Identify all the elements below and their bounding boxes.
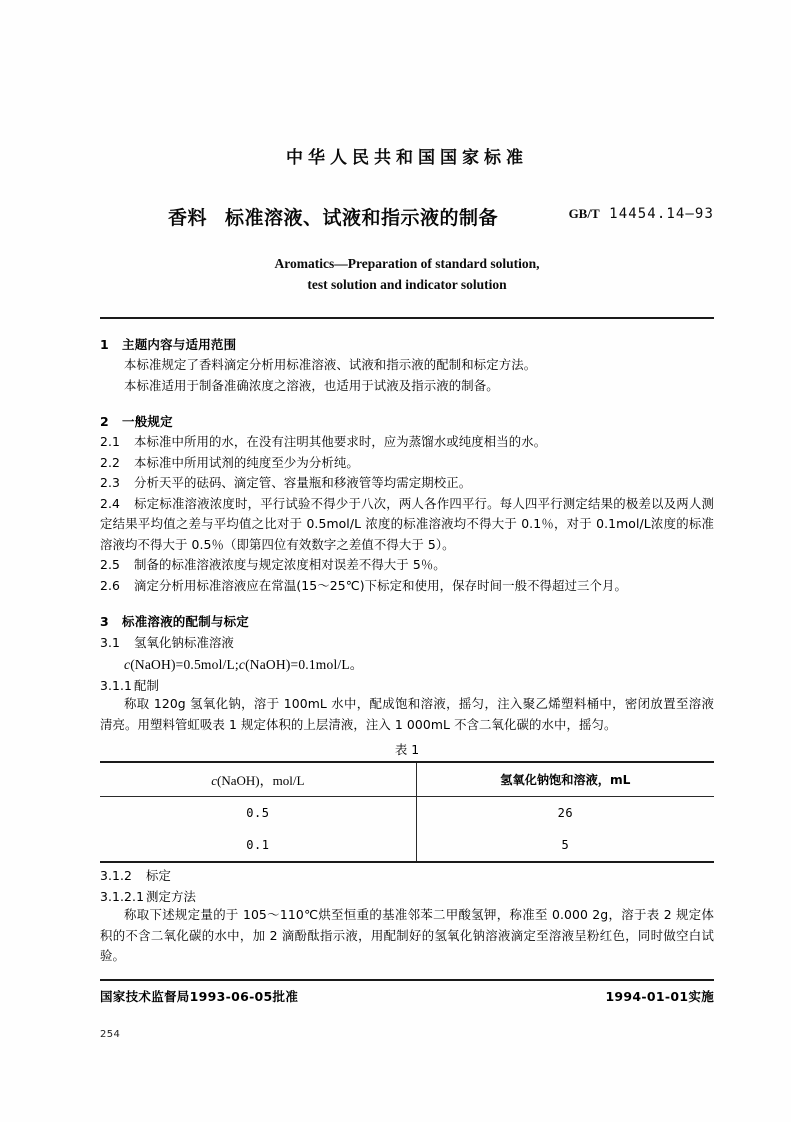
- table-header-concentration: [100, 762, 416, 797]
- page-number: 254: [100, 1028, 121, 1040]
- section-1-paragraph-1: 本标准规定了香料滴定分析用标准溶液、试液和指示液的配制和标定方法。: [124, 357, 537, 372]
- title-topic: 标准溶液、试液和指示液的制备: [225, 207, 499, 229]
- clause-2-6-label: 2.6: [100, 577, 121, 593]
- table-1-caption: 表 1: [394, 742, 420, 757]
- clause-2-2: [100, 453, 714, 474]
- header-divider: [100, 317, 714, 319]
- clause-3-1-2-1-label: 3.1.2.1: [100, 889, 145, 904]
- standard-number: [569, 206, 714, 222]
- clause-3-1-label: 3.1: [100, 635, 121, 650]
- english-title-line1: Aromatics—Preparation of standard solution,: [274, 256, 540, 271]
- standard-code: 14454.14—93: [609, 206, 714, 222]
- section-2-title: 一般规定: [122, 414, 173, 429]
- clause-3-1-1-heading: [100, 676, 714, 694]
- formula-c-symbol-2: c: [238, 657, 246, 672]
- table-cell-concentration: 0.1: [100, 829, 416, 862]
- clause-3-1-heading: [100, 633, 714, 651]
- clause-2-5-text: 制备的标准溶液浓度与规定浓度相对误差不得大于 5％。: [134, 557, 446, 572]
- formula-part-2: (NaOH)=0.1mol/L。: [245, 657, 364, 672]
- formula-part-1: (NaOH)=0.5mol/L;: [130, 657, 239, 672]
- section-3-title: 标准溶液的配制与标定: [122, 614, 250, 629]
- table-row: [100, 829, 714, 862]
- clause-2-5-label: 2.5: [100, 557, 121, 572]
- section-2-number: 2: [100, 414, 109, 429]
- table-cell-volume: 26: [416, 797, 714, 830]
- standard-prefix: GB/T: [568, 206, 600, 221]
- clause-2-4: [100, 494, 714, 556]
- clause-2-3-label: 2.3: [100, 475, 121, 490]
- clause-2-3-text: 分析天平的砝码、滴定管、容量瓶和移液管等均需定期校正。: [134, 475, 472, 490]
- table-header-row: [100, 762, 714, 797]
- naoh-concentration-formula: [100, 653, 714, 673]
- title-subject: 香料: [168, 207, 208, 229]
- clause-2-3: [100, 473, 714, 494]
- clause-2-2-label: 2.2: [100, 454, 121, 470]
- clause-2-1-label: 2.1: [100, 434, 121, 449]
- clause-3-1-2-heading: [100, 866, 714, 884]
- footer-divider: [100, 979, 714, 981]
- formula-c-symbol-1: c: [124, 657, 131, 672]
- clause-2-4-label: 2.4: [100, 495, 121, 511]
- clause-2-6: [100, 576, 714, 597]
- page-content: [100, 0, 714, 1040]
- page-footer: [100, 987, 714, 1007]
- table-1: [100, 761, 714, 863]
- clause-3-1-1-title: 配制: [134, 678, 159, 693]
- english-title-line2: test solution and indicator solution: [307, 277, 507, 292]
- table-cell-volume: 5: [416, 829, 714, 862]
- section-1-paragraph-2: 本标准适用于制备准确浓度之溶液，也适用于试液及指示液的制备。: [124, 377, 499, 393]
- clause-3-1-2-title: 标定: [146, 868, 171, 883]
- section-1-number: 1: [100, 337, 109, 352]
- clause-3-1-2-1-text: 称取下述规定量的于 105～110℃烘至恒重的基准邻苯二甲酸氢钾，称准至 0.000 2g，溶于表 2 规定体积的不含二氧化碳的水中，加 2 滴酚酞指示液，用配制好的氢氧化钠溶液滴定至溶液呈粉红色，同时做空白试验。: [100, 907, 714, 963]
- clause-3-1-2-1-title: 测定方法: [146, 889, 196, 904]
- clause-3-1-title: 氢氧化钠标准溶液: [134, 635, 234, 650]
- section-3-number: 3: [100, 614, 109, 629]
- clause-2-2-text: 本标准中所用试剂的纯度至少为分析纯。: [134, 454, 359, 470]
- section-heading-1: [100, 335, 714, 353]
- clause-3-1-1-text: 称取 120g 氢氧化钠，溶于 100mL 水中，配成饱和溶液，摇匀，注入聚乙烯塑料桶中，密闭放置至溶液清亮。用塑料管虹吸表 1 规定体积的上层清液，注入 1 000mL 不含二氧化碳的水中，摇匀。: [100, 696, 714, 732]
- document-title: [168, 203, 498, 230]
- clause-2-5: [100, 555, 714, 576]
- section-heading-2: [100, 412, 714, 430]
- clause-2-4-text: 标定标准溶液浓度时，平行试验不得少于八次，两人各作四平行。每人四平行测定结果的极差以及两人测定结果平均值之差与平均值之比对于 0.5mol/L 浓度的标准溶液均不得大于 0.1％，对于 0.1mol/L浓度的标准溶液均不得大于 0.5％（即第四位有效数字之差值不得大于 5）。: [100, 495, 714, 552]
- footer-approval: 国家技术监督局1993-06-05批准: [100, 988, 299, 1004]
- table-row: [100, 797, 714, 830]
- table-header-concentration-label: (NaOH)，mol/L: [217, 773, 305, 788]
- section-heading-3: [100, 612, 714, 630]
- english-title: [100, 253, 714, 295]
- clause-3-1-2-1-heading: [100, 887, 714, 905]
- footer-implementation: 1994-01-01实施: [605, 988, 714, 1004]
- clause-3-1-1-label: 3.1.1: [100, 678, 133, 693]
- clause-3-1-2-label: 3.1.2: [100, 868, 133, 883]
- clause-2-1: [100, 432, 714, 453]
- table-cell-concentration: 0.5: [100, 797, 416, 830]
- section-1-title: 主题内容与适用范围: [122, 337, 237, 352]
- clause-2-6-text: 滴定分析用标准溶液应在常温(15～25℃)下标定和使用，保存时间一般不得超过三个月。: [134, 577, 627, 593]
- table-header-volume: 氢氧化钠饱和溶液，mL: [416, 762, 714, 797]
- national-standard-header: 中华人民共和国国家标准: [286, 148, 528, 168]
- table-header-c-symbol: c: [211, 773, 218, 788]
- clause-2-1-text: 本标准中所用的水，在没有注明其他要求时，应为蒸馏水或纯度相当的水。: [134, 434, 547, 449]
- title-row: [100, 203, 714, 233]
